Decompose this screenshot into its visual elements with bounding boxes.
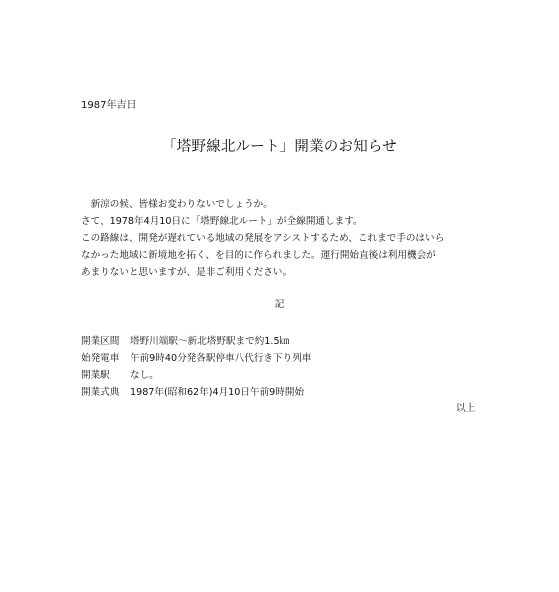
body-line: 新涼の候、皆様お変わりないでしょうか。 bbox=[81, 199, 273, 210]
body-line: あまりないと思いますが、是非ご利用ください。 bbox=[81, 267, 293, 278]
detail-label: 開業式典 bbox=[81, 387, 120, 398]
detail-label: 開業駅 bbox=[81, 370, 110, 381]
detail-row bbox=[81, 350, 311, 367]
detail-value: なし。 bbox=[130, 370, 159, 381]
document-date: 1987年吉日 bbox=[81, 100, 137, 111]
body-line: この路線は、開発が遅れている地域の発展をアシストするため、これまで手のはいら bbox=[81, 233, 445, 244]
body-line: なかった地域に新境地を拓く、を目的に作られました。運行開始直後は利用機会が bbox=[81, 250, 436, 261]
detail-row bbox=[81, 367, 311, 384]
details-list bbox=[81, 333, 311, 401]
body-paragraph bbox=[81, 196, 444, 281]
closing-mark: 以上 bbox=[456, 403, 476, 414]
detail-label: 開業区間 bbox=[81, 336, 120, 347]
ki-heading: 記 bbox=[274, 299, 285, 310]
detail-label: 始発電車 bbox=[81, 353, 120, 364]
detail-row bbox=[81, 333, 311, 350]
document-title: 「塔野線北ルート」開業のお知らせ bbox=[162, 139, 397, 155]
detail-row bbox=[81, 384, 311, 401]
body-line: さて、1978年4月10日に「塔野線北ルート」が全線開通します。 bbox=[81, 216, 363, 227]
detail-value: 塔野川端駅～新北塔野駅まで約1.5㎞ bbox=[130, 336, 290, 347]
detail-value: 1987年(昭和62年)4月10日午前9時開始 bbox=[130, 387, 305, 398]
detail-value: 午前9時40分発各駅停車八代行き下り列車 bbox=[130, 353, 312, 364]
